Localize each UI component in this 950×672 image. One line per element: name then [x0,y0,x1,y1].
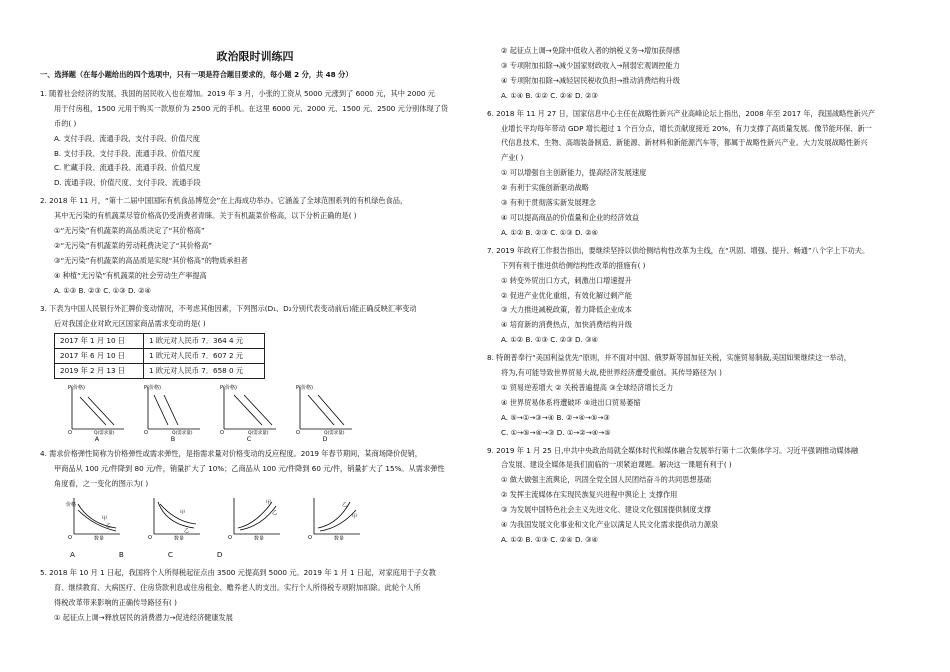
question-5 [40,566,470,626]
q3-graph-b [142,383,204,444]
question-6 [487,107,917,241]
q7-options: A. ①② B. ①③ C. ②③ D. ③④ [501,335,598,345]
svg-text:O: O [148,535,152,541]
q6-item-2: ② 有利于实施创新驱动战略 [501,183,589,193]
q5-stem-1: 5. 2018 年 10 月 1 日起，我国将个人所得税起征点由 3500 元提高到 5000 元。2019 年 1 月 1 日起，对家庭用于子女教 [40,567,436,577]
q7-item-1: ① 转变外贸出口方式，刺激出口增速提升 [501,275,632,285]
svg-text:乙: 乙 [184,528,190,535]
q7-item-4: ④ 培育新的消费热点，加快消费结构升级 [501,320,632,330]
table-cell-date: 2017 年 1 月 10 日 [55,334,144,349]
q6-item-3: ③ 有利于贯彻落实新发展理念 [501,198,596,208]
svg-text:数量: 数量 [94,536,105,541]
svg-text:数量: 数量 [334,536,345,541]
q1-option-b: B. 支付手段、支付手段、流通手段、价值尺度 [54,148,201,158]
question-2 [40,194,470,298]
q8-options-2: C. ①→⑤→④→③ D. ①→②→④→⑤ [501,427,611,437]
svg-text:P(价格): P(价格) [296,385,313,392]
svg-text:甲: 甲 [180,510,186,517]
q1-stem-2: 用于付房租，1500 元用于购买一款原价为 2500 元的手机。在这里 6000 元、2000 元、1500 元、2500 元分别体现了货 [54,103,448,113]
q7-stem-1: 7. 2019 年政府工作报告指出，要继续坚持以供给侧结构性改革为主线，在“巩固、增强、提升、畅通”八个字上下功夫。 [487,245,870,255]
q3-stem-2: 后对我国企业对欧元区国家商品需求变动的是( ) [54,318,206,328]
q6-stem-1: 6. 2018 年 11 月 27 日，国家信息中心主任在战略性新兴产业高峰论坛上指出，2008 年至 2017 年，我国战略性新兴产 [487,108,876,118]
question-7 [487,244,917,348]
q3-graph-b-letter: B [170,435,176,444]
question-3 [40,302,470,445]
q1-option-d: D. 流通手段、价值尺度、支付手段、流通手段 [54,178,201,188]
q2-item-3: ③“无污染”有机蔬菜的高品质是实现“其价格高”的物质承担者 [54,255,248,265]
section-heading: 一、选择题（在每小题给出的四个选项中，只有一项是符合题目要求的，每小题 2 分，共 48 分） [40,70,353,79]
q2-stem-1: 2. 2018 年 11 月，“第十二届中国国际有机食品博览会”在上海成功举办。它涵盖了全球范围系列的有机绿色食品， [40,196,408,206]
q4-graph-b [146,494,202,546]
q7-stem-2: 下列有利于推进供给侧结构性改革的措施有( ) [501,260,646,270]
svg-text:O: O [220,430,224,436]
question-4 [40,447,470,563]
table-cell-rate: 1 欧元对人民币 7．607 2 元 [144,349,265,364]
q8-stem-2: 将为,有可能导致世界贸易大战,使世界经济遭受重创。其传导路径为( ) [501,368,722,378]
svg-text:O: O [308,535,312,541]
svg-text:数量: 数量 [254,536,265,541]
q9-item-4: ④ 为我国发展文化事业和文化产业以满足人民文化需求提供动力源泉 [501,520,719,530]
page-title: 政治限时训练四 [216,50,294,63]
svg-text:O: O [68,430,72,436]
question-9 [487,444,917,548]
q4-letter-a: A [70,550,75,560]
svg-text:乙: 乙 [342,502,348,509]
q9-item-2: ② 发挥主流媒体在实现民族复兴进程中舆论上 支撑作用 [501,490,678,500]
q9-stem-1: 9. 2019 年 1 月 25 日,中共中央政治局就全媒体时代和媒体融合发展举行第十二次集体学习。习近平强调推动媒体融 [487,445,859,455]
q8-options-1: A. ⑤→①→③→④ B. ②→④→⑤→③ [501,412,610,422]
q2-item-4: ④ 种植“无污染”有机蔬菜的社会劳动生产率提高 [54,270,207,280]
q4-letter-d: D [216,550,223,560]
table-row [55,364,265,379]
q6-stem-3: 代信息技术、生物、高端装备制造、新能源、新材料和新能源汽车等，都属于战略性新兴产业。大力发展战略性新兴 [501,138,868,148]
q9-options: A. ①② B. ①③ C. ②④ D. ③④ [501,535,598,544]
q4-graph-d [306,494,362,546]
q4-graph-c-svg [226,494,282,540]
q6-options: A. ①② B. ②③ C. ①③ D. ②④ [501,227,598,237]
q4-letters [40,548,470,563]
q4-stem-1: 4. 需求价格弹性简称为价格弹性或需求弹性，是指需求量对价格变动的反应程度。2019 年春节期间，某商场降价促销， [40,449,422,459]
q4-graph-d-svg [306,494,362,540]
q8-stem-1: 8. 特朗普奉行“美国利益优先”原则，并不面对中国、俄罗斯等国加征关税，实施贸易制裁,美国如果继续这一举动， [487,353,851,363]
right-column [487,44,917,551]
q5-options: A. ①④ B. ①② C. ②④ D. ②③ [501,90,598,100]
q6-item-4: ④ 可以提高商品的价值量和企业的经济效益 [501,212,640,222]
svg-text:Q(需求量): Q(需求量) [248,431,269,436]
q1-option-a: A. 支付手段、流通手段、支付手段、价值尺度 [54,133,200,143]
question-1 [40,87,470,191]
table-cell-rate: 1 欧元对人民币 7．658 0 元 [144,364,265,379]
exchange-rate-table [54,333,265,379]
q9-stem-2: 合发展、建设全媒体是我们面临的一项紧迫课题。解决这一课题有利于( ) [501,460,732,470]
q7-item-2: ② 促进产业优化重组，有效化解过剩产能 [501,290,632,300]
q3-graph-b-svg [142,383,204,435]
q2-stem-2: 其中无污染的有机蔬菜尽管价格高仍受消费者青睐。关于有机蔬菜价格高，以下分析正确的是( ) [54,211,357,221]
q7-item-3: ③ 大力推进减税政策，着力降低企业成本 [501,305,632,315]
left-column [40,0,470,629]
q3-graph-d-letter: D [322,435,328,444]
q2-item-2: ②“无污染”有机蔬菜的劳动耗费决定了“其价格高” [54,240,212,250]
q2-item-1: ①“无污染”有机蔬菜的高品质决定了“其价格高” [54,226,205,236]
question-5-cont [487,44,917,104]
q3-graphs [40,383,470,444]
q5-item-4: ④ 专项附加扣除→减轻居民税收负担→推动消费结构升级 [501,75,680,85]
q9-item-3: ③ 为发展中国特色社会主义先进文化、建设文化强国提供制度支撑 [501,505,711,515]
q4-graph-c [226,494,282,546]
svg-text:数量: 数量 [174,536,185,541]
table-cell-date: 2019 年 2 月 13 日 [55,364,144,379]
q6-item-1: ① 可以增强自主创新能力，提高经济发展速度 [501,168,647,178]
q3-stem-1: 3. 下表为中国人民银行外汇牌价变动情况，不考虑其他因素，下列图示(D₁、D₂分别代表变动前后)能正确反映汇率变动 [40,303,417,313]
q1-stem-1: 1. 随着社会经济的发展，我国的居民收入也在增加。2019 年 3 月，小张的工资从 5000 元涨到了 6000 元，其中 2000 元 [40,88,435,98]
q4-graph-b-svg [146,494,202,540]
q2-options: A. ①③ B. ②③ C. ①③ D. ②④ [54,285,151,295]
q6-stem-2: 业增长平均每年带动 GDP 增长超过 1 个百分点，增长贡献度接近 20%，有力支撑了高质量发展。像节能环保、新一 [501,123,872,133]
svg-text:甲: 甲 [266,500,272,507]
question-8 [487,351,917,440]
table-row [55,334,265,349]
svg-text:价格: 价格 [66,502,77,509]
svg-text:Q(需求量): Q(需求量) [94,431,115,436]
q3-graph-c-letter: C [246,435,252,444]
svg-text:O: O [144,430,148,436]
svg-text:O: O [228,535,232,541]
q3-graph-a-letter: A [94,435,100,444]
q3-graph-d [294,383,356,444]
svg-text:Q(需求量): Q(需求量) [324,431,345,436]
svg-text:甲: 甲 [102,516,108,523]
q3-graph-a-ylabel: P(价格) [68,385,85,392]
q3-graph-d-svg [294,383,356,435]
svg-text:O: O [296,430,300,436]
svg-text:P(价格): P(价格) [220,385,237,392]
q9-item-1: ① 做大做强主流舆论，巩固全党全国人民团结奋斗的共同思想基础 [501,475,711,485]
q4-stem-2: 甲商品从 100 元/件降到 80 元/件，销量扩大了 10%；乙商品从 100 元/件降到 60 元/件，销量扩大了 15%。从需求弹性 [54,464,445,474]
q3-graph-c [218,383,280,444]
q4-letter-c: C [167,550,173,560]
q6-stem-4: 产业( ) [501,153,524,163]
q4-graph-a [66,494,122,546]
q5-item-3: ③ 专项附加扣除→减少国家财政收入→削弱宏观调控能力 [501,60,680,70]
svg-text:甲: 甲 [352,514,358,521]
q5-stem-2: 育、继续教育、大病医疗、住房贷款利息或住房租金、赡养老人的支出。实行个人所得税专项附加扣除。此轮个人所 [54,582,421,592]
q5-stem-3: 得税改革带来影响的正确传导路径有( ) [54,597,177,607]
q8-item-1: ① 贸易逆差增大 ② 关税普遍提高 ③全球经济增长乏力 [501,382,674,392]
q3-graph-a [66,383,128,444]
q4-stem-3: 角度看，之一变化的图示为( ) [54,479,149,489]
q3-graph-a-svg [66,383,128,435]
q1-stem-3: 币的( ) [54,118,77,128]
q8-item-2: ④ 世界贸易体系将遭破坏 ⑤进出口贸易萎缩 [501,397,641,407]
svg-text:P(价格): P(价格) [144,385,161,392]
q4-graphs [40,494,470,546]
svg-text:乙: 乙 [106,523,112,530]
table-cell-rate: 1 欧元对人民币 7．364 4 元 [144,334,265,349]
svg-text:O: O [68,535,72,541]
svg-text:Q(需求量): Q(需求量) [172,431,193,436]
q3-graph-c-svg [218,383,280,435]
q5-item-2: ② 起征点上调→免除中低收入者的纳税义务→增加获得感 [501,46,680,55]
table-row [55,349,265,364]
q1-option-c: C. 贮藏手段、流通手段、流通手段、价值尺度 [54,163,201,173]
svg-text:乙: 乙 [272,510,278,517]
table-cell-date: 2017 年 6 月 10 日 [55,349,144,364]
q5-item-1: ① 起征点上调→释放居民的消费潜力→促进经济健康发展 [54,612,233,622]
q4-graph-a-svg [66,494,122,540]
q4-letter-b: B [118,550,124,560]
